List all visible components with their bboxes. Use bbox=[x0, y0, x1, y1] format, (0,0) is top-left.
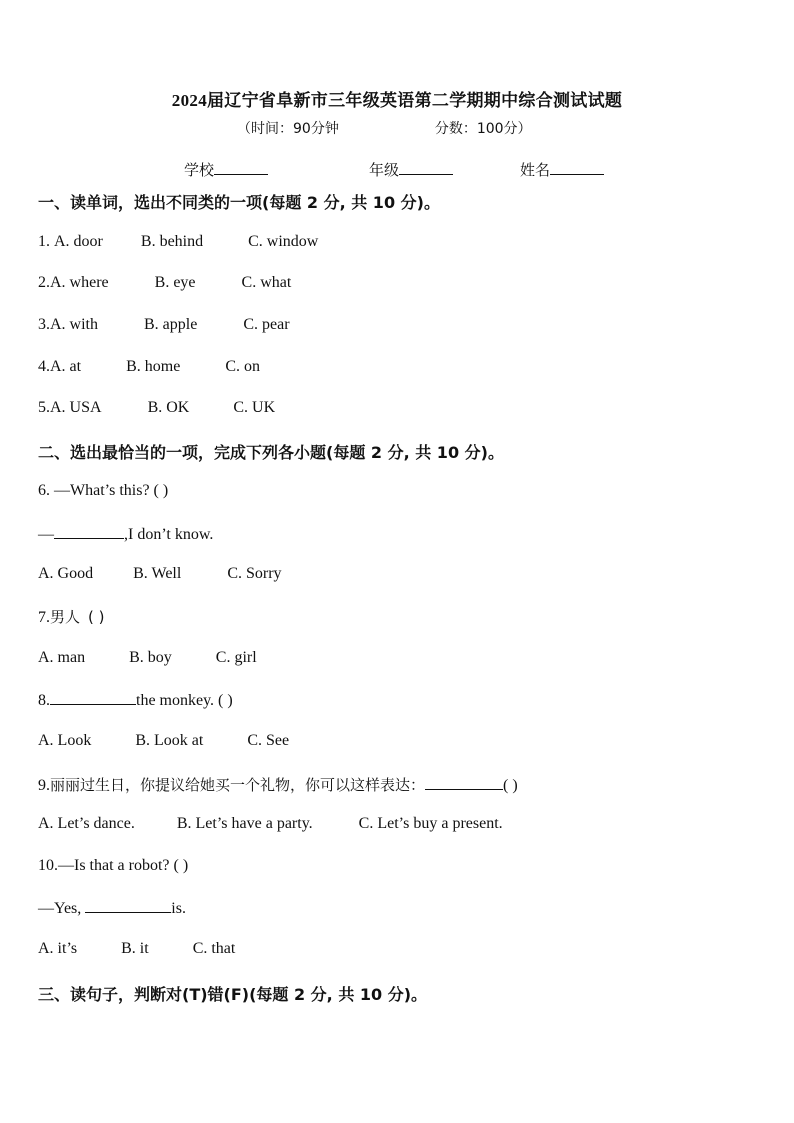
option-b[interactable]: B. Look at bbox=[135, 732, 204, 749]
school-blank[interactable] bbox=[214, 160, 268, 175]
question-4 bbox=[38, 358, 260, 376]
option-b[interactable]: B. Well bbox=[133, 565, 182, 582]
answer-paren[interactable]: ( ) bbox=[503, 777, 518, 794]
option-a[interactable]: A. at bbox=[50, 358, 82, 375]
question-number: 7. bbox=[38, 609, 50, 626]
section1-heading: 一、读单词，选出不同类的一项(每题 2 分, 共 10 分)。 bbox=[38, 193, 440, 212]
option-b[interactable]: B. apple bbox=[144, 316, 198, 333]
option-c[interactable]: C. See bbox=[247, 732, 290, 749]
question-number: 3. bbox=[38, 316, 50, 333]
answer-blank[interactable] bbox=[54, 524, 124, 539]
option-a[interactable]: A. Look bbox=[38, 732, 92, 749]
answer-blank[interactable] bbox=[50, 690, 136, 705]
question-7-options bbox=[38, 649, 257, 667]
section2-heading: 二、选出最恰当的一项，完成下列各小题(每题 2 分, 共 10 分)。 bbox=[38, 443, 504, 462]
reply-prefix: —Yes, bbox=[38, 900, 86, 917]
question-number: 4. bbox=[38, 358, 50, 375]
option-c[interactable]: C. girl bbox=[215, 649, 257, 666]
school-label: 学校 bbox=[184, 161, 215, 179]
grade-field bbox=[369, 159, 453, 180]
option-c[interactable]: C. Sorry bbox=[227, 565, 282, 582]
grade-label: 年级 bbox=[369, 161, 400, 179]
question-text: 丽丽过生日，你提议给她买一个礼物，你可以这样表达： bbox=[50, 776, 426, 794]
section3-heading: 三、读句子，判断对(T)错(F)(每题 2 分, 共 10 分)。 bbox=[38, 985, 428, 1004]
option-c[interactable]: C. UK bbox=[233, 399, 276, 416]
school-field bbox=[184, 159, 268, 180]
option-c[interactable]: C. window bbox=[248, 233, 319, 250]
option-b[interactable]: B. Let’s have a party. bbox=[176, 815, 313, 832]
question-9-stem bbox=[38, 774, 518, 795]
option-c[interactable]: C. pear bbox=[243, 316, 290, 333]
option-b[interactable]: B. it bbox=[121, 940, 149, 957]
question-8-options bbox=[38, 732, 289, 750]
option-c[interactable]: C. what bbox=[241, 274, 292, 291]
question-1 bbox=[38, 233, 318, 251]
question-3 bbox=[38, 316, 290, 334]
exam-meta bbox=[237, 118, 532, 138]
option-b[interactable]: B. home bbox=[126, 358, 181, 375]
question-8-stem bbox=[38, 690, 233, 710]
option-a[interactable]: A. Let’s dance. bbox=[38, 815, 135, 832]
question-2 bbox=[38, 274, 291, 292]
question-number: 9. bbox=[38, 777, 50, 794]
option-b[interactable]: B. eye bbox=[154, 274, 196, 291]
option-a[interactable]: A. Good bbox=[38, 565, 94, 582]
option-a[interactable]: A. door bbox=[54, 233, 103, 250]
option-a[interactable]: A. USA bbox=[50, 399, 102, 416]
grade-blank[interactable] bbox=[399, 160, 453, 175]
answer-paren[interactable]: ( ) bbox=[88, 608, 105, 626]
question-10-stem: 10.—Is that a robot? ( ) bbox=[38, 857, 189, 874]
option-a[interactable]: A. man bbox=[38, 649, 86, 666]
question-6-reply bbox=[38, 524, 213, 544]
name-blank[interactable] bbox=[550, 160, 604, 175]
option-c[interactable]: C. Let’s buy a present. bbox=[358, 815, 503, 832]
question-6-options bbox=[38, 565, 282, 583]
option-a[interactable]: A. it’s bbox=[38, 940, 78, 957]
question-number: 1. bbox=[38, 233, 54, 250]
question-7-stem bbox=[38, 606, 105, 627]
question-9-options bbox=[38, 815, 503, 833]
page-title: 2024届辽宁省阜新市三年级英语第二学期期中综合测试试题 bbox=[171, 91, 623, 110]
option-b[interactable]: B. behind bbox=[140, 233, 204, 250]
reply-text: ,I don’t know. bbox=[124, 526, 214, 543]
option-a[interactable]: A. where bbox=[50, 274, 109, 291]
answer-blank[interactable] bbox=[85, 898, 171, 913]
exam-time: （时间：90分钟 bbox=[237, 121, 339, 137]
option-c[interactable]: C. that bbox=[192, 940, 236, 957]
reply-text: is. bbox=[171, 900, 186, 917]
question-number: 8. bbox=[38, 692, 50, 709]
question-number: 2. bbox=[38, 274, 50, 291]
question-text: the monkey. ( ) bbox=[136, 692, 233, 709]
option-b[interactable]: B. boy bbox=[129, 649, 172, 666]
option-b[interactable]: B. OK bbox=[147, 399, 190, 416]
answer-blank[interactable] bbox=[425, 775, 503, 790]
question-5 bbox=[38, 399, 275, 417]
question-6-stem: 6. —What’s this? ( ) bbox=[38, 482, 169, 499]
name-field bbox=[520, 159, 604, 180]
name-label: 姓名 bbox=[520, 161, 551, 179]
option-a[interactable]: A. with bbox=[50, 316, 98, 333]
question-10-reply bbox=[38, 898, 186, 918]
question-number: 5. bbox=[38, 399, 50, 416]
exam-score: 分数：100分） bbox=[434, 121, 532, 137]
option-c[interactable]: C. on bbox=[225, 358, 260, 375]
dash: — bbox=[38, 526, 54, 543]
question-10-options bbox=[38, 940, 235, 958]
question-text: 男人 bbox=[50, 608, 81, 626]
